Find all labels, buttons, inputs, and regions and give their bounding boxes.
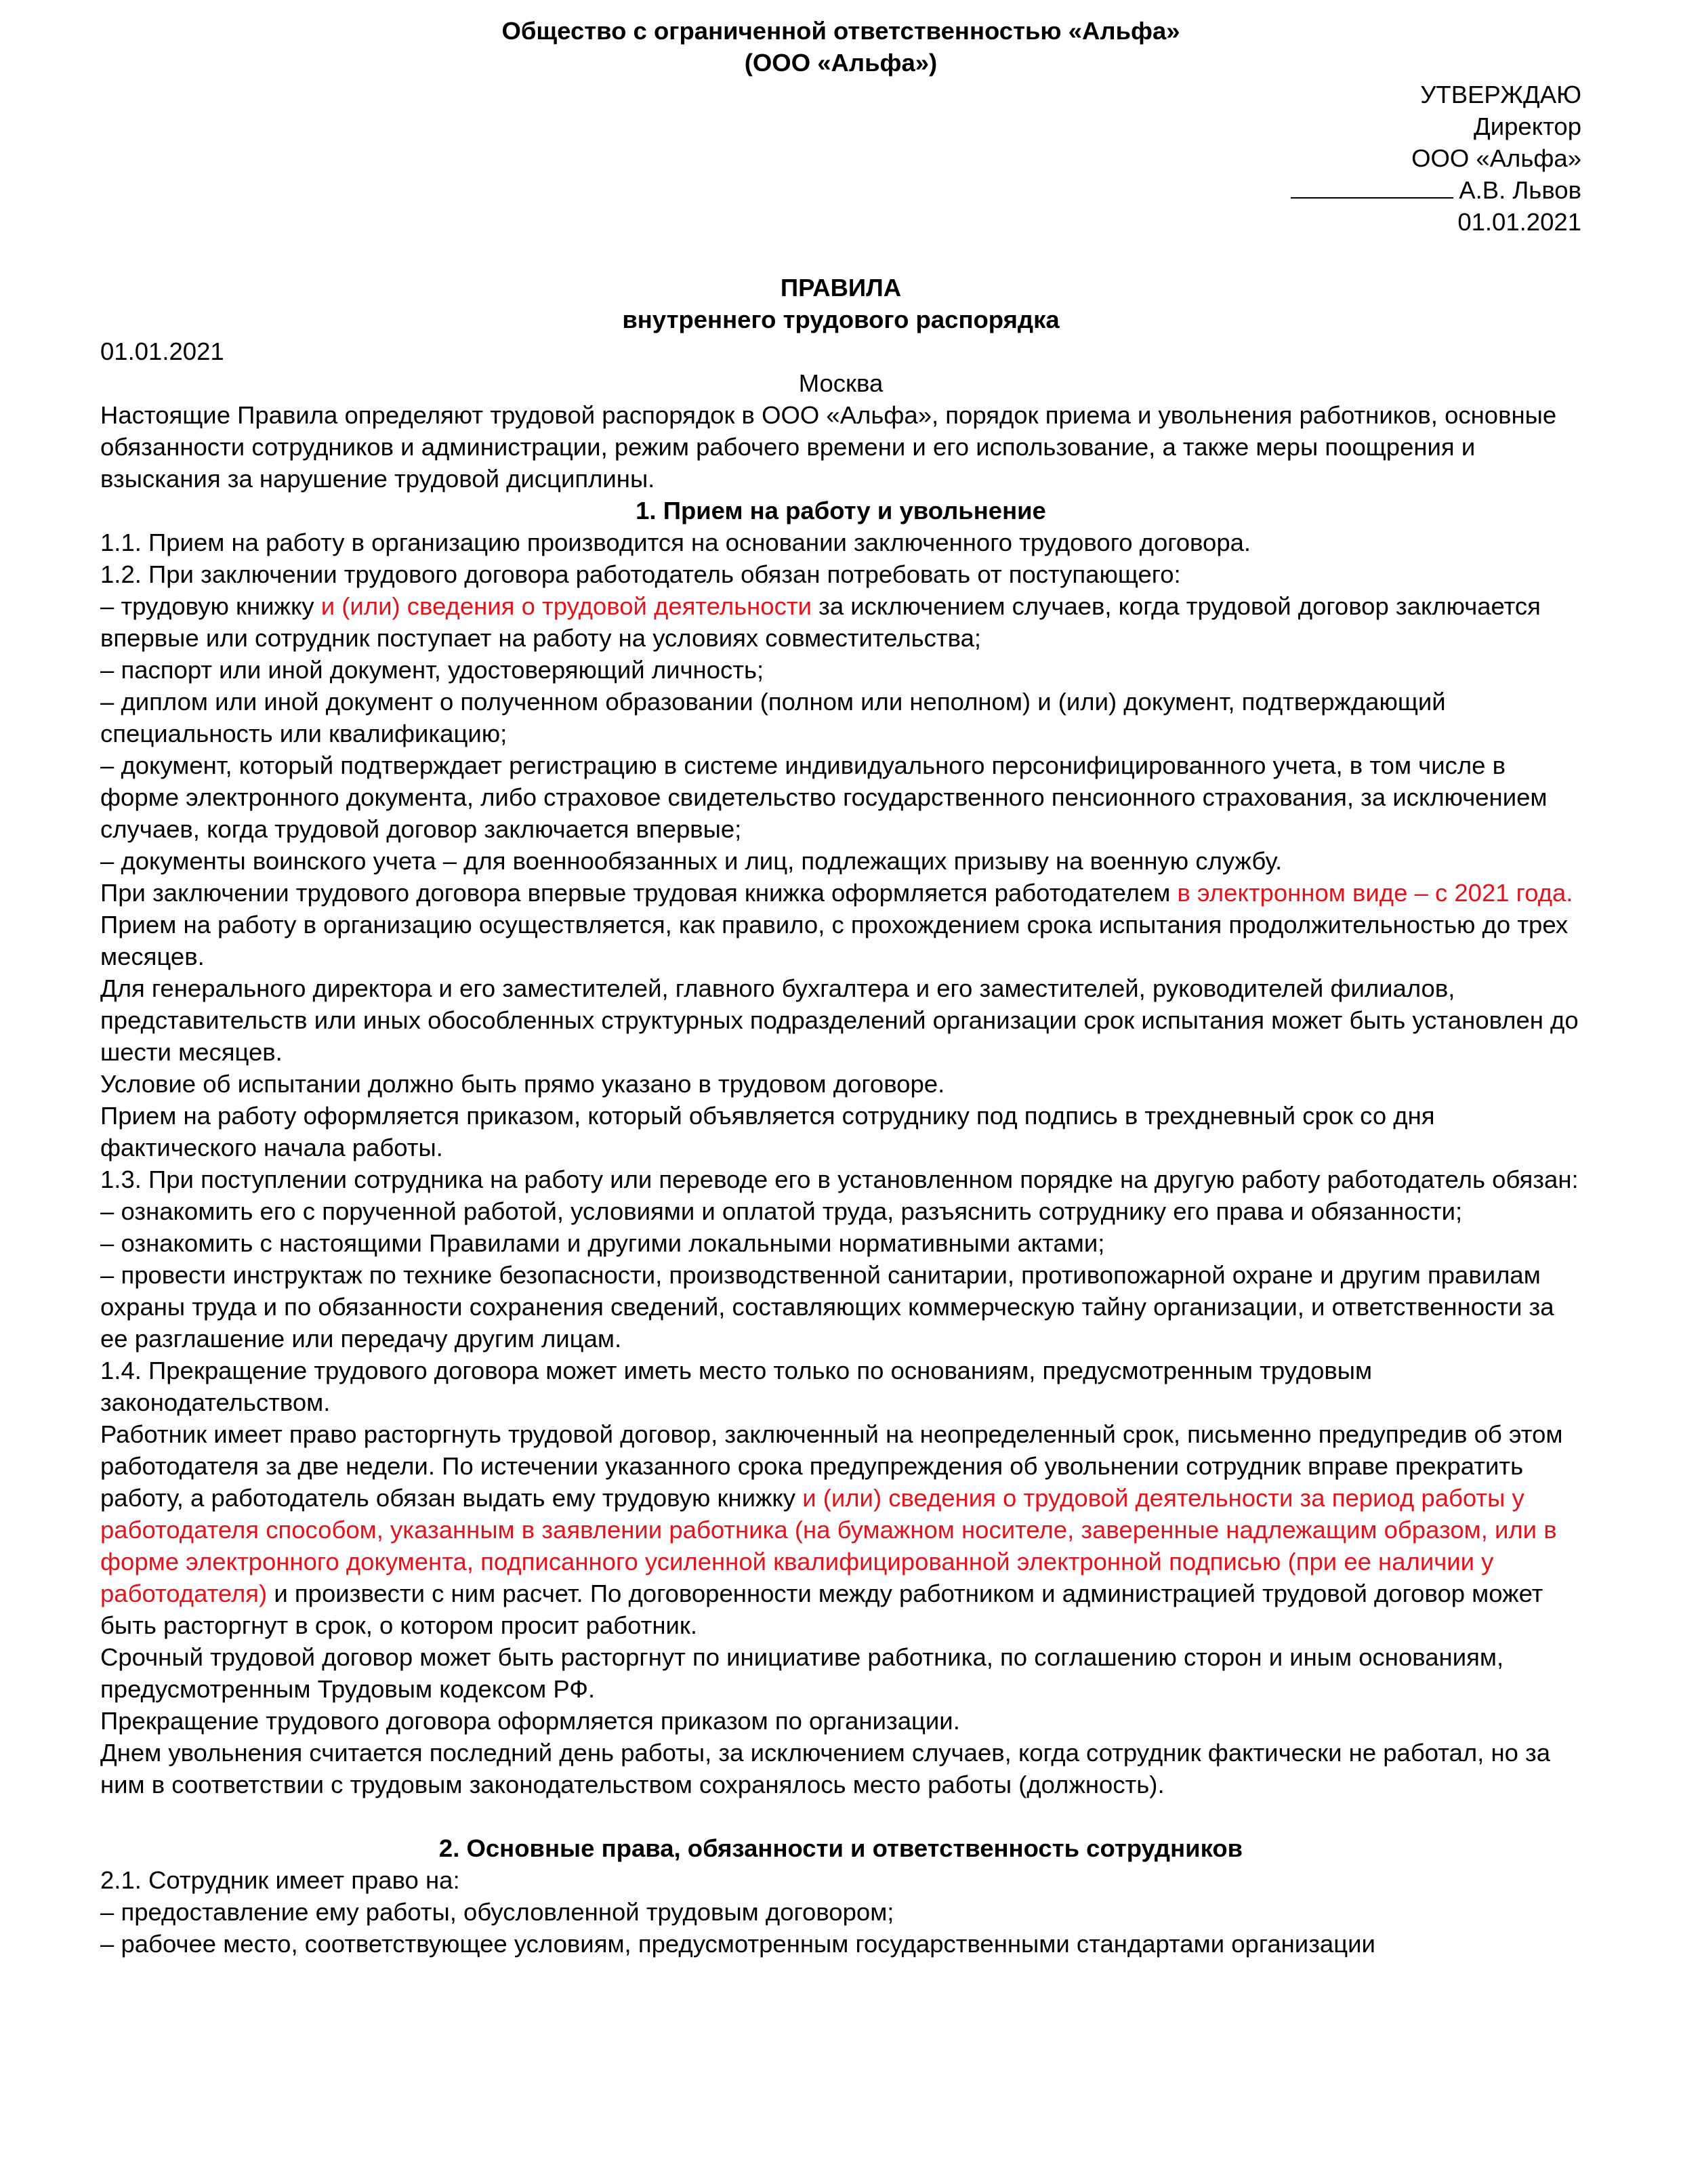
last-day-paragraph: Днем увольнения считается последний день работы, за исключением случаев, когда сотрудник фактически не работал, но за ним в соответствии с трудовым законодательством сохранялось место работы (должность). (100, 1739, 1551, 1798)
first-time-paragraph: При заключении трудового договора впервые трудовая книжка оформляется работодателем в электронном виде – с 2021 года. (100, 879, 1573, 907)
org-full-name: Общество с ограниченной ответственностью «Альфа» (501, 17, 1180, 45)
approver-signature (100, 174, 1581, 206)
red-highlight: и (или) сведения о трудовой деятельности за период работы у работодателя способом, указанным в заявлении работника (на бумажном носителе, заверенные надлежащим образом, или в форме электронного документа, подписанного усиленной квалифицированной электронной подписью (при ее наличии у работодателя) (100, 1484, 1557, 1607)
doc-title: ПРАВИЛА (780, 274, 902, 302)
list-item-diploma: – диплом или иной документ о полученном образовании (полном или неполном) и (или) документ, подтверждающий специальность или квалификацию; (100, 688, 1446, 747)
org-short-name: (ООО «Альфа») (744, 49, 938, 77)
right-item-2: – рабочее место, соответствующее условиям, предусмотренным государственными стандартами организации (100, 1930, 1375, 1958)
clause-1-1: 1.1. Прием на работу в организацию производится на основании заключенного трудового договора. (100, 529, 1251, 556)
duty-item-3: – провести инструктаж по технике безопасности, производственной санитарии, противопожарной охране и другим правилам охраны труда и по обязанности сохранения сведений, составляющих коммерческую тайну организации, и ответственности за ее разглашение или передачу другим лицам. (100, 1261, 1554, 1353)
section-2 (100, 1832, 1581, 1960)
right-item-1: – предоставление ему работы, обусловленной трудовым договором; (100, 1898, 894, 1926)
intro-paragraph: Настоящие Правила определяют трудовой распорядок в ООО «Альфа», порядок приема и увольнения работников, основные обязанности сотрудников и администрации, режим рабочего времени и его использование, а также меры поощрения и взыскания за нарушение трудовой дисциплины. (100, 401, 1557, 493)
approver-org: ООО «Альфа» (1411, 144, 1581, 172)
title-block (100, 272, 1581, 399)
org-header (100, 15, 1581, 79)
list-item-military: – документы воинского учета – для военнообязанных и лиц, подлежащих призыву на военную службу. (100, 847, 1283, 875)
approval-block (100, 79, 1581, 238)
termination-order-paragraph: Прекращение трудового договора оформляется приказом по организации. (100, 1707, 960, 1735)
approve-label: УТВЕРЖДАЮ (1420, 81, 1581, 108)
fixed-term-paragraph: Срочный трудовой договор может быть расторгнут по инициативе работника, по соглашению сторон и иным основаниям, предусмотренным Трудовым кодексом РФ. (100, 1643, 1504, 1703)
clause-2-1: 2.1. Сотрудник имеет право на: (100, 1866, 460, 1894)
clause-1-4: 1.4. Прекращение трудового договора может иметь место только по основаниям, предусмотренным трудовым законодательством. (100, 1357, 1373, 1416)
resignation-paragraph: Работник имеет право расторгнуть трудовой договор, заключенный на неопределенный срок, письменно предупредив об этом работодателя за две недели. По истечении указанного срока предупреждения об увольнении сотрудник вправе прекратить работу, а работодатель обязан выдать ему трудовую книжку и (или) сведения о трудовой деятельности за период работы у работодателя способом, указанным в заявлении работника (на бумажном носителе, заверенные надлежащим образом, или в форме электронного документа, подписанного усиленной квалифицированной электронной подписью (при ее наличии у работодателя) и произвести с ним расчет. По договоренности между работником и администрацией трудовой договор может быть расторгнут в срок, о котором просит работник. (100, 1420, 1563, 1639)
red-highlight: и (или) сведения о трудовой деятельности (320, 592, 812, 620)
probation-paragraph: Прием на работу в организацию осуществляется, как правило, с прохождением срока испытания продолжительностью до трех месяцев. (100, 911, 1569, 970)
signature-line (1291, 177, 1453, 199)
doc-date: 01.01.2021 (100, 337, 224, 365)
list-item-passport: – паспорт или иной документ, удостоверяющий личность; (100, 656, 764, 684)
approval-date: 01.01.2021 (1457, 208, 1581, 236)
section-2-heading: 2. Основные права, обязанности и ответственность сотрудников (438, 1834, 1243, 1862)
list-item-snils: – документ, который подтверждает регистрацию в системе индивидуального персонифицированного учета, в том числе в форме электронного документа, либо страховое свидетельство государственного пенсионного страхования, за исключением случаев, когда трудовой договор заключается впервые; (100, 751, 1548, 843)
approver-position: Директор (1474, 112, 1581, 140)
probation-condition-paragraph: Условие об испытании должно быть прямо указано в трудовом договоре. (100, 1070, 945, 1098)
red-highlight: в электронном виде – с 2021 года. (1177, 879, 1573, 907)
duty-item-1: – ознакомить его с порученной работой, условиями и оплатой труда, разъяснить сотруднику его права и обязанности; (100, 1197, 1463, 1225)
list-item-work-book: – трудовую книжку и (или) сведения о трудовой деятельности за исключением случаев, когда трудовой договор заключается впервые или сотрудник поступает на работу на условиях совместительства; (100, 592, 1541, 652)
clause-1-3: 1.3. При поступлении сотрудника на работу или переводе его в установленном порядке на другую работу работодатель обязан: (100, 1166, 1579, 1193)
hiring-order-paragraph: Прием на работу оформляется приказом, который объявляется сотруднику под подпись в трехдневный срок со дня фактического начала работы. (100, 1102, 1435, 1161)
doc-city: Москва (798, 369, 884, 397)
section-1 (100, 495, 1581, 1800)
doc-subtitle: внутреннего трудового распорядка (622, 306, 1060, 333)
duty-item-2: – ознакомить с настоящими Правилами и другими локальными нормативными актами; (100, 1229, 1105, 1257)
section-1-heading: 1. Прием на работу и увольнение (636, 497, 1046, 524)
section-spacer (100, 1800, 1581, 1832)
document-body (100, 15, 1581, 1960)
probation-managers-paragraph: Для генерального директора и его заместителей, главного бухгалтера и его заместителей, руководителей филиалов, представительств или иных обособленных структурных подразделений организации срок испытания может быть установлен до шести месяцев. (100, 974, 1579, 1066)
clause-1-2: 1.2. При заключении трудового договора работодатель обязан потребовать от поступающего: (100, 560, 1181, 588)
approver-name: А.В. Львов (1459, 176, 1581, 204)
